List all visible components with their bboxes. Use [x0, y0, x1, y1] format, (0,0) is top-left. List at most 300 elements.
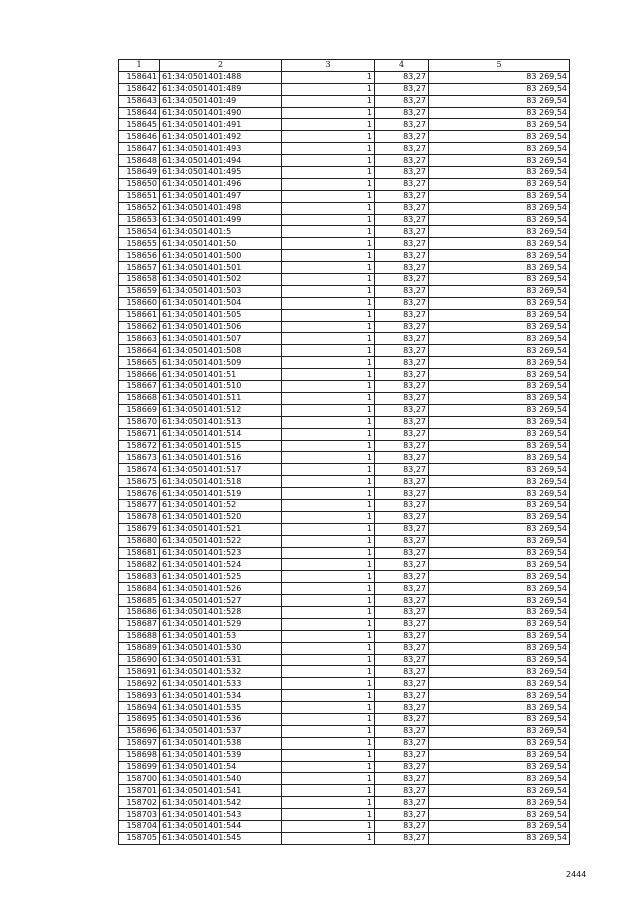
- table-row: [119, 690, 570, 702]
- value-cell: 83 269,54: [429, 452, 570, 464]
- area-cell: 83,27: [375, 369, 429, 381]
- row-number-cell: 158696: [119, 725, 160, 737]
- cadastral-number-cell: 61:34:0501401:541: [160, 785, 282, 797]
- table-row: [119, 547, 570, 559]
- cadastral-number-cell: 61:34:0501401:496: [160, 178, 282, 190]
- cadastral-number-cell: 61:34:0501401:54: [160, 761, 282, 773]
- cadastral-number-cell: 61:34:0501401:545: [160, 832, 282, 844]
- table-row: [119, 119, 570, 131]
- area-cell: 83,27: [375, 404, 429, 416]
- cadastral-number-cell: 61:34:0501401:531: [160, 654, 282, 666]
- table-row: [119, 488, 570, 500]
- value-cell: 83 269,54: [429, 547, 570, 559]
- value-cell: 83 269,54: [429, 571, 570, 583]
- area-cell: 83,27: [375, 464, 429, 476]
- value-cell: 83 269,54: [429, 321, 570, 333]
- quantity-cell: 1: [282, 95, 375, 107]
- table-body: [119, 71, 570, 844]
- value-cell: 83 269,54: [429, 761, 570, 773]
- quantity-cell: 1: [282, 345, 375, 357]
- table-row: [119, 416, 570, 428]
- quantity-cell: 1: [282, 119, 375, 131]
- table-row: [119, 761, 570, 773]
- cadastral-number-cell: 61:34:0501401:517: [160, 464, 282, 476]
- value-cell: 83 269,54: [429, 809, 570, 821]
- cadastral-number-cell: 61:34:0501401:525: [160, 571, 282, 583]
- value-cell: 83 269,54: [429, 285, 570, 297]
- cadastral-number-cell: 61:34:0501401:516: [160, 452, 282, 464]
- value-cell: 83 269,54: [429, 119, 570, 131]
- table-row: [119, 155, 570, 167]
- table-row: [119, 250, 570, 262]
- data-table: [118, 59, 570, 845]
- row-number-cell: 158653: [119, 214, 160, 226]
- value-cell: 83 269,54: [429, 821, 570, 833]
- quantity-cell: 1: [282, 606, 375, 618]
- area-cell: 83,27: [375, 416, 429, 428]
- value-cell: 83 269,54: [429, 167, 570, 179]
- quantity-cell: 1: [282, 559, 375, 571]
- cadastral-number-cell: 61:34:0501401:540: [160, 773, 282, 785]
- cadastral-number-cell: 61:34:0501401:512: [160, 404, 282, 416]
- quantity-cell: 1: [282, 333, 375, 345]
- quantity-cell: 1: [282, 785, 375, 797]
- cadastral-number-cell: 61:34:0501401:521: [160, 523, 282, 535]
- table-row: [119, 238, 570, 250]
- row-number-cell: 158673: [119, 452, 160, 464]
- cadastral-number-cell: 61:34:0501401:500: [160, 250, 282, 262]
- row-number-cell: 158683: [119, 571, 160, 583]
- cadastral-number-cell: 61:34:0501401:504: [160, 297, 282, 309]
- value-cell: 83 269,54: [429, 333, 570, 345]
- row-number-cell: 158684: [119, 583, 160, 595]
- value-cell: 83 269,54: [429, 702, 570, 714]
- quantity-cell: 1: [282, 832, 375, 844]
- row-number-cell: 158664: [119, 345, 160, 357]
- cadastral-number-cell: 61:34:0501401:535: [160, 702, 282, 714]
- row-number-cell: 158690: [119, 654, 160, 666]
- row-number-cell: 158672: [119, 440, 160, 452]
- area-cell: 83,27: [375, 155, 429, 167]
- cadastral-number-cell: 61:34:0501401:497: [160, 190, 282, 202]
- table-row: [119, 785, 570, 797]
- area-cell: 83,27: [375, 214, 429, 226]
- quantity-cell: 1: [282, 761, 375, 773]
- table-row: [119, 583, 570, 595]
- quantity-cell: 1: [282, 71, 375, 83]
- area-cell: 83,27: [375, 143, 429, 155]
- row-number-cell: 158698: [119, 749, 160, 761]
- value-cell: 83 269,54: [429, 83, 570, 95]
- quantity-cell: 1: [282, 535, 375, 547]
- table-row: [119, 321, 570, 333]
- table-row: [119, 618, 570, 630]
- cadastral-number-cell: 61:34:0501401:498: [160, 202, 282, 214]
- row-number-cell: 158678: [119, 511, 160, 523]
- column-header-4: 4: [375, 60, 429, 72]
- cadastral-number-cell: 61:34:0501401:526: [160, 583, 282, 595]
- value-cell: 83 269,54: [429, 595, 570, 607]
- value-cell: 83 269,54: [429, 713, 570, 725]
- quantity-cell: 1: [282, 499, 375, 511]
- cadastral-number-cell: 61:34:0501401:491: [160, 119, 282, 131]
- table-row: [119, 309, 570, 321]
- area-cell: 83,27: [375, 511, 429, 523]
- quantity-cell: 1: [282, 167, 375, 179]
- value-cell: 83 269,54: [429, 618, 570, 630]
- quantity-cell: 1: [282, 226, 375, 238]
- cadastral-number-cell: 61:34:0501401:508: [160, 345, 282, 357]
- quantity-cell: 1: [282, 285, 375, 297]
- table-row: [119, 440, 570, 452]
- row-number-cell: 158675: [119, 476, 160, 488]
- area-cell: 83,27: [375, 107, 429, 119]
- area-cell: 83,27: [375, 452, 429, 464]
- area-cell: 83,27: [375, 381, 429, 393]
- value-cell: 83 269,54: [429, 785, 570, 797]
- quantity-cell: 1: [282, 702, 375, 714]
- quantity-cell: 1: [282, 381, 375, 393]
- quantity-cell: 1: [282, 143, 375, 155]
- row-number-cell: 158693: [119, 690, 160, 702]
- area-cell: 83,27: [375, 357, 429, 369]
- row-number-cell: 158685: [119, 595, 160, 607]
- value-cell: 83 269,54: [429, 488, 570, 500]
- cadastral-number-cell: 61:34:0501401:493: [160, 143, 282, 155]
- cadastral-number-cell: 61:34:0501401:513: [160, 416, 282, 428]
- quantity-cell: 1: [282, 309, 375, 321]
- table-row: [119, 131, 570, 143]
- row-number-cell: 158702: [119, 797, 160, 809]
- row-number-cell: 158705: [119, 832, 160, 844]
- row-number-cell: 158699: [119, 761, 160, 773]
- row-number-cell: 158641: [119, 71, 160, 83]
- row-number-cell: 158670: [119, 416, 160, 428]
- quantity-cell: 1: [282, 262, 375, 274]
- row-number-cell: 158694: [119, 702, 160, 714]
- area-cell: 83,27: [375, 392, 429, 404]
- cadastral-number-cell: 61:34:0501401:490: [160, 107, 282, 119]
- table-row: [119, 333, 570, 345]
- value-cell: 83 269,54: [429, 725, 570, 737]
- cadastral-number-cell: 61:34:0501401:532: [160, 666, 282, 678]
- area-cell: 83,27: [375, 345, 429, 357]
- area-cell: 83,27: [375, 250, 429, 262]
- table-row: [119, 773, 570, 785]
- cadastral-number-cell: 61:34:0501401:522: [160, 535, 282, 547]
- area-cell: 83,27: [375, 571, 429, 583]
- table-row: [119, 642, 570, 654]
- quantity-cell: 1: [282, 737, 375, 749]
- area-cell: 83,27: [375, 131, 429, 143]
- table-row: [119, 190, 570, 202]
- table-row: [119, 511, 570, 523]
- cadastral-number-cell: 61:34:0501401:542: [160, 797, 282, 809]
- cadastral-number-cell: 61:34:0501401:52: [160, 499, 282, 511]
- area-cell: 83,27: [375, 321, 429, 333]
- cadastral-number-cell: 61:34:0501401:518: [160, 476, 282, 488]
- table-row: [119, 725, 570, 737]
- row-number-cell: 158657: [119, 262, 160, 274]
- area-cell: 83,27: [375, 428, 429, 440]
- area-cell: 83,27: [375, 785, 429, 797]
- header-row: [119, 60, 570, 72]
- row-number-cell: 158674: [119, 464, 160, 476]
- cadastral-number-cell: 61:34:0501401:51: [160, 369, 282, 381]
- quantity-cell: 1: [282, 297, 375, 309]
- row-number-cell: 158691: [119, 666, 160, 678]
- cadastral-number-cell: 61:34:0501401:511: [160, 392, 282, 404]
- row-number-cell: 158688: [119, 630, 160, 642]
- table-row: [119, 262, 570, 274]
- row-number-cell: 158661: [119, 309, 160, 321]
- value-cell: 83 269,54: [429, 832, 570, 844]
- cadastral-number-cell: 61:34:0501401:492: [160, 131, 282, 143]
- table-row: [119, 167, 570, 179]
- table-row: [119, 107, 570, 119]
- area-cell: 83,27: [375, 678, 429, 690]
- cadastral-number-cell: 61:34:0501401:53: [160, 630, 282, 642]
- table-row: [119, 476, 570, 488]
- area-cell: 83,27: [375, 654, 429, 666]
- cadastral-number-cell: 61:34:0501401:49: [160, 95, 282, 107]
- quantity-cell: 1: [282, 202, 375, 214]
- cadastral-number-cell: 61:34:0501401:514: [160, 428, 282, 440]
- row-number-cell: 158671: [119, 428, 160, 440]
- cadastral-number-cell: 61:34:0501401:494: [160, 155, 282, 167]
- cadastral-number-cell: 61:34:0501401:488: [160, 71, 282, 83]
- value-cell: 83 269,54: [429, 404, 570, 416]
- value-cell: 83 269,54: [429, 583, 570, 595]
- value-cell: 83 269,54: [429, 345, 570, 357]
- value-cell: 83 269,54: [429, 107, 570, 119]
- table-row: [119, 95, 570, 107]
- quantity-cell: 1: [282, 749, 375, 761]
- table-row: [119, 571, 570, 583]
- area-cell: 83,27: [375, 583, 429, 595]
- table-row: [119, 297, 570, 309]
- cadastral-number-cell: 61:34:0501401:519: [160, 488, 282, 500]
- area-cell: 83,27: [375, 476, 429, 488]
- row-number-cell: 158663: [119, 333, 160, 345]
- quantity-cell: 1: [282, 797, 375, 809]
- value-cell: 83 269,54: [429, 749, 570, 761]
- cadastral-number-cell: 61:34:0501401:523: [160, 547, 282, 559]
- area-cell: 83,27: [375, 713, 429, 725]
- column-header-5: 5: [429, 60, 570, 72]
- cadastral-number-cell: 61:34:0501401:533: [160, 678, 282, 690]
- quantity-cell: 1: [282, 488, 375, 500]
- page-number: 2444: [566, 870, 587, 879]
- row-number-cell: 158662: [119, 321, 160, 333]
- row-number-cell: 158677: [119, 499, 160, 511]
- cadastral-number-cell: 61:34:0501401:527: [160, 595, 282, 607]
- quantity-cell: 1: [282, 190, 375, 202]
- row-number-cell: 158647: [119, 143, 160, 155]
- table-row: [119, 809, 570, 821]
- value-cell: 83 269,54: [429, 678, 570, 690]
- area-cell: 83,27: [375, 83, 429, 95]
- area-cell: 83,27: [375, 178, 429, 190]
- value-cell: 83 269,54: [429, 262, 570, 274]
- table-row: [119, 381, 570, 393]
- cadastral-number-cell: 61:34:0501401:538: [160, 737, 282, 749]
- row-number-cell: 158679: [119, 523, 160, 535]
- row-number-cell: 158642: [119, 83, 160, 95]
- quantity-cell: 1: [282, 238, 375, 250]
- area-cell: 83,27: [375, 773, 429, 785]
- table-row: [119, 678, 570, 690]
- value-cell: 83 269,54: [429, 214, 570, 226]
- row-number-cell: 158682: [119, 559, 160, 571]
- quantity-cell: 1: [282, 83, 375, 95]
- table-row: [119, 595, 570, 607]
- area-cell: 83,27: [375, 238, 429, 250]
- cadastral-number-cell: 61:34:0501401:534: [160, 690, 282, 702]
- value-cell: 83 269,54: [429, 440, 570, 452]
- value-cell: 83 269,54: [429, 143, 570, 155]
- quantity-cell: 1: [282, 321, 375, 333]
- row-number-cell: 158654: [119, 226, 160, 238]
- value-cell: 83 269,54: [429, 690, 570, 702]
- area-cell: 83,27: [375, 595, 429, 607]
- table-row: [119, 606, 570, 618]
- area-cell: 83,27: [375, 618, 429, 630]
- quantity-cell: 1: [282, 618, 375, 630]
- value-cell: 83 269,54: [429, 392, 570, 404]
- quantity-cell: 1: [282, 274, 375, 286]
- quantity-cell: 1: [282, 678, 375, 690]
- table-row: [119, 559, 570, 571]
- cadastral-number-cell: 61:34:0501401:543: [160, 809, 282, 821]
- table-row: [119, 214, 570, 226]
- value-cell: 83 269,54: [429, 155, 570, 167]
- area-cell: 83,27: [375, 285, 429, 297]
- area-cell: 83,27: [375, 559, 429, 571]
- area-cell: 83,27: [375, 535, 429, 547]
- table-row: [119, 71, 570, 83]
- value-cell: 83 269,54: [429, 178, 570, 190]
- value-cell: 83 269,54: [429, 511, 570, 523]
- row-number-cell: 158656: [119, 250, 160, 262]
- quantity-cell: 1: [282, 773, 375, 785]
- table-row: [119, 821, 570, 833]
- row-number-cell: 158669: [119, 404, 160, 416]
- row-number-cell: 158655: [119, 238, 160, 250]
- cadastral-number-cell: 61:34:0501401:5: [160, 226, 282, 238]
- value-cell: 83 269,54: [429, 773, 570, 785]
- quantity-cell: 1: [282, 428, 375, 440]
- table-row: [119, 285, 570, 297]
- row-number-cell: 158687: [119, 618, 160, 630]
- quantity-cell: 1: [282, 809, 375, 821]
- area-cell: 83,27: [375, 274, 429, 286]
- row-number-cell: 158704: [119, 821, 160, 833]
- quantity-cell: 1: [282, 476, 375, 488]
- quantity-cell: 1: [282, 654, 375, 666]
- quantity-cell: 1: [282, 511, 375, 523]
- area-cell: 83,27: [375, 666, 429, 678]
- row-number-cell: 158646: [119, 131, 160, 143]
- quantity-cell: 1: [282, 547, 375, 559]
- row-number-cell: 158648: [119, 155, 160, 167]
- value-cell: 83 269,54: [429, 559, 570, 571]
- value-cell: 83 269,54: [429, 309, 570, 321]
- cadastral-number-cell: 61:34:0501401:544: [160, 821, 282, 833]
- cadastral-number-cell: 61:34:0501401:524: [160, 559, 282, 571]
- row-number-cell: 158658: [119, 274, 160, 286]
- value-cell: 83 269,54: [429, 666, 570, 678]
- area-cell: 83,27: [375, 761, 429, 773]
- value-cell: 83 269,54: [429, 642, 570, 654]
- quantity-cell: 1: [282, 357, 375, 369]
- table-row: [119, 369, 570, 381]
- row-number-cell: 158676: [119, 488, 160, 500]
- area-cell: 83,27: [375, 499, 429, 511]
- quantity-cell: 1: [282, 404, 375, 416]
- cadastral-number-cell: 61:34:0501401:50: [160, 238, 282, 250]
- cadastral-number-cell: 61:34:0501401:503: [160, 285, 282, 297]
- cadastral-number-cell: 61:34:0501401:529: [160, 618, 282, 630]
- value-cell: 83 269,54: [429, 464, 570, 476]
- row-number-cell: 158643: [119, 95, 160, 107]
- cadastral-number-cell: 61:34:0501401:499: [160, 214, 282, 226]
- value-cell: 83 269,54: [429, 297, 570, 309]
- table-header: [119, 60, 570, 72]
- cadastral-number-cell: 61:34:0501401:495: [160, 167, 282, 179]
- row-number-cell: 158667: [119, 381, 160, 393]
- row-number-cell: 158659: [119, 285, 160, 297]
- value-cell: 83 269,54: [429, 606, 570, 618]
- row-number-cell: 158681: [119, 547, 160, 559]
- area-cell: 83,27: [375, 488, 429, 500]
- row-number-cell: 158692: [119, 678, 160, 690]
- cadastral-number-cell: 61:34:0501401:536: [160, 713, 282, 725]
- area-cell: 83,27: [375, 523, 429, 535]
- area-cell: 83,27: [375, 821, 429, 833]
- value-cell: 83 269,54: [429, 797, 570, 809]
- area-cell: 83,27: [375, 262, 429, 274]
- row-number-cell: 158695: [119, 713, 160, 725]
- quantity-cell: 1: [282, 416, 375, 428]
- value-cell: 83 269,54: [429, 226, 570, 238]
- value-cell: 83 269,54: [429, 274, 570, 286]
- table-row: [119, 83, 570, 95]
- cadastral-number-cell: 61:34:0501401:539: [160, 749, 282, 761]
- row-number-cell: 158680: [119, 535, 160, 547]
- row-number-cell: 158686: [119, 606, 160, 618]
- table-row: [119, 226, 570, 238]
- table-row: [119, 202, 570, 214]
- column-header-3: 3: [282, 60, 375, 72]
- cadastral-number-cell: 61:34:0501401:489: [160, 83, 282, 95]
- value-cell: 83 269,54: [429, 71, 570, 83]
- row-number-cell: 158665: [119, 357, 160, 369]
- value-cell: 83 269,54: [429, 238, 570, 250]
- value-cell: 83 269,54: [429, 737, 570, 749]
- quantity-cell: 1: [282, 107, 375, 119]
- quantity-cell: 1: [282, 630, 375, 642]
- table-row: [119, 392, 570, 404]
- cadastral-number-cell: 61:34:0501401:520: [160, 511, 282, 523]
- table-row: [119, 274, 570, 286]
- column-header-2: 2: [160, 60, 282, 72]
- quantity-cell: 1: [282, 523, 375, 535]
- value-cell: 83 269,54: [429, 250, 570, 262]
- value-cell: 83 269,54: [429, 95, 570, 107]
- row-number-cell: 158700: [119, 773, 160, 785]
- cadastral-number-cell: 61:34:0501401:505: [160, 309, 282, 321]
